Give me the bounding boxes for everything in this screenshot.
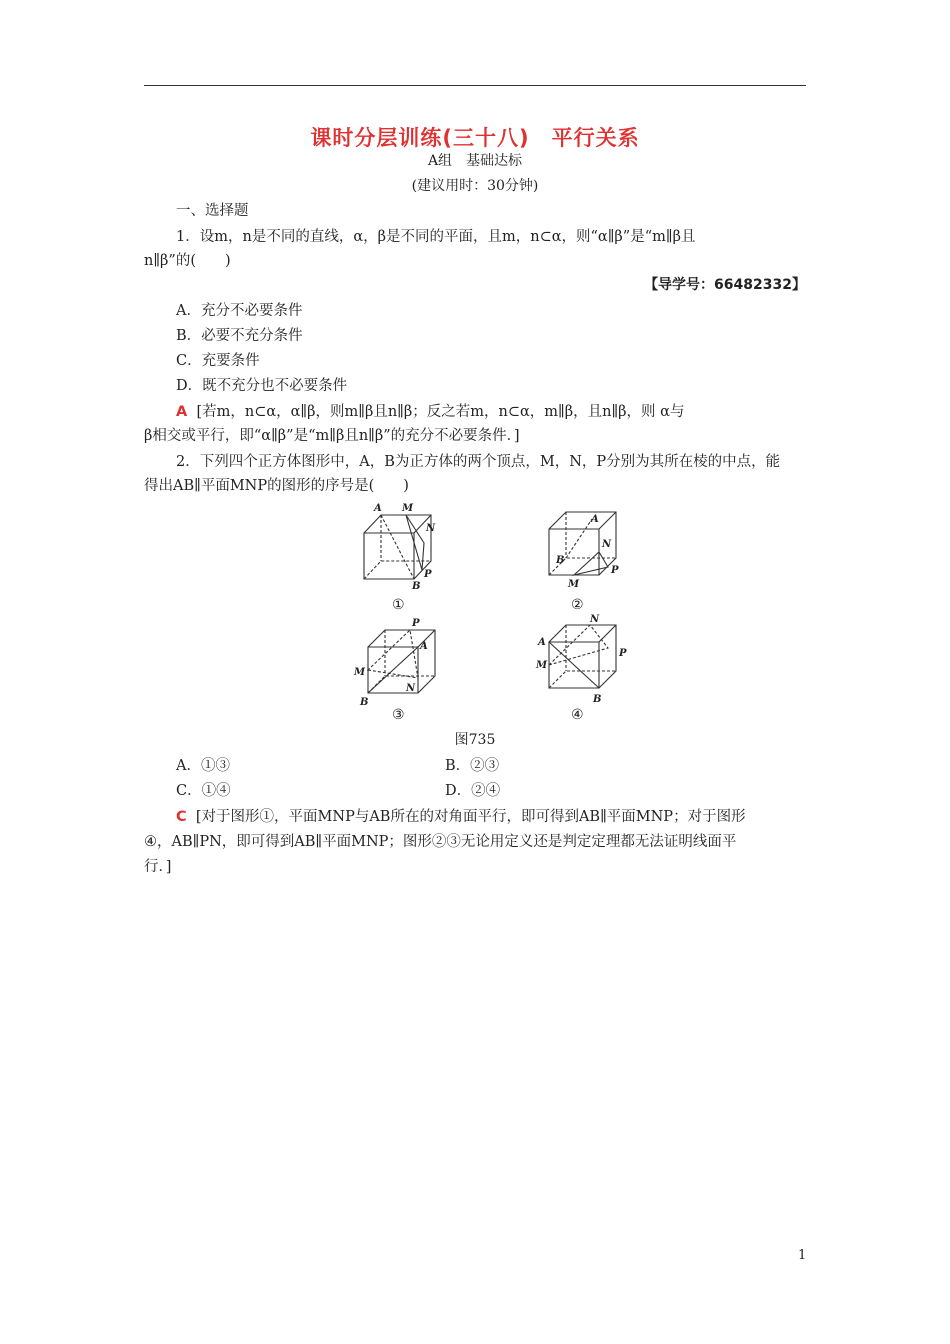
fig2-label-m: M bbox=[568, 579, 580, 590]
fig2-label-b: B bbox=[556, 555, 565, 566]
fig1-label-b: B bbox=[412, 581, 421, 592]
q1-option-a: A．充分不必要条件 bbox=[176, 303, 303, 319]
section-heading: 一、选择题 bbox=[176, 203, 249, 219]
fig4-label-p: P bbox=[619, 648, 627, 659]
q1-explanation-line2: β相交或平行，即“α∥β”是“m∥β且n∥β”的充分不必要条件．] bbox=[144, 428, 520, 444]
q2-explanation-line1 bbox=[176, 805, 746, 826]
q2-explanation-text1: [对于图形①，平面MNP与AB所在的对角面平行，即可得到AB∥平面MNP；对于图形 bbox=[195, 809, 746, 825]
fig2-number: ② bbox=[571, 597, 584, 613]
fig1-label-p: P bbox=[424, 569, 432, 580]
q2-option-b: B．②③ bbox=[445, 758, 500, 774]
fig2-label-a: A bbox=[591, 514, 599, 525]
fig1-label-a: A bbox=[374, 503, 382, 514]
q1-stem-line1: 1．设m，n是不同的直线，α，β是不同的平面，且m，n⊂α，则“α∥β”是“m∥β且 bbox=[176, 229, 696, 245]
fig4-label-m: M bbox=[536, 660, 548, 671]
fig3-number: ③ bbox=[392, 707, 405, 723]
fig4-label-n: N bbox=[590, 614, 600, 625]
header-rule bbox=[144, 85, 806, 86]
fig3-label-n: N bbox=[406, 683, 416, 694]
fig4-label-b: B bbox=[593, 694, 602, 705]
fig1-label-n: N bbox=[426, 523, 436, 534]
fig2-label-p: P bbox=[611, 565, 619, 576]
figure-4 bbox=[549, 625, 616, 688]
q1-explanation-line1 bbox=[176, 400, 684, 421]
fig3-label-m: M bbox=[354, 667, 366, 678]
fig2-label-n: N bbox=[602, 539, 612, 550]
figure-3 bbox=[368, 630, 435, 693]
q2-option-d: D．②④ bbox=[445, 783, 501, 799]
fig1-label-m: M bbox=[402, 503, 414, 514]
time-advice: (建议用时：30分钟) bbox=[411, 178, 539, 194]
q2-explanation-line3: 行．] bbox=[144, 859, 172, 875]
fig3-label-a: A bbox=[420, 641, 428, 652]
q1-option-c: C．充要条件 bbox=[176, 353, 260, 369]
q2-explanation-line2: ④，AB∥PN，即可得到AB∥平面MNP；图形②③无论用定义还是判定定理都无法证明线面平 bbox=[144, 834, 737, 850]
figure-1 bbox=[364, 515, 431, 579]
q1-stem-line2: n∥β”的( ) bbox=[144, 253, 231, 269]
page-title: 课时分层训练(三十八) 平行关系 bbox=[310, 126, 640, 150]
fig4-number: ④ bbox=[571, 707, 584, 723]
fig3-label-p: P bbox=[412, 618, 420, 629]
fig1-number: ① bbox=[392, 597, 405, 613]
q2-answer: C bbox=[176, 809, 187, 825]
page-number: 1 bbox=[798, 1248, 807, 1263]
q2-option-a: A．①③ bbox=[176, 758, 230, 774]
guide-number: 【导学号：66482332】 bbox=[644, 277, 806, 293]
q2-option-c: C．①④ bbox=[176, 783, 231, 799]
q1-answer: A bbox=[176, 404, 188, 420]
q2-stem-line2: 得出AB∥平面MNP的图形的序号是( ) bbox=[144, 478, 409, 494]
q1-option-b: B．必要不充分条件 bbox=[176, 328, 303, 344]
q1-option-d: D．既不充分也不必要条件 bbox=[176, 378, 348, 394]
fig3-label-b: B bbox=[360, 697, 369, 708]
cube-figures bbox=[344, 495, 644, 725]
fig4-label-a: A bbox=[538, 637, 546, 648]
group-subtitle: A组 基础达标 bbox=[427, 153, 523, 169]
q1-explanation-text1: [若m，n⊂α，α∥β，则m∥β且n∥β；反之若m，n⊂α，m∥β，且n∥β，则 α与 bbox=[196, 404, 685, 420]
q2-stem-line1: 2．下列四个正方体图形中，A，B为正方体的两个顶点，M，N，P分别为其所在棱的中点，能 bbox=[176, 454, 781, 470]
figure-caption: 图735 bbox=[454, 732, 496, 748]
